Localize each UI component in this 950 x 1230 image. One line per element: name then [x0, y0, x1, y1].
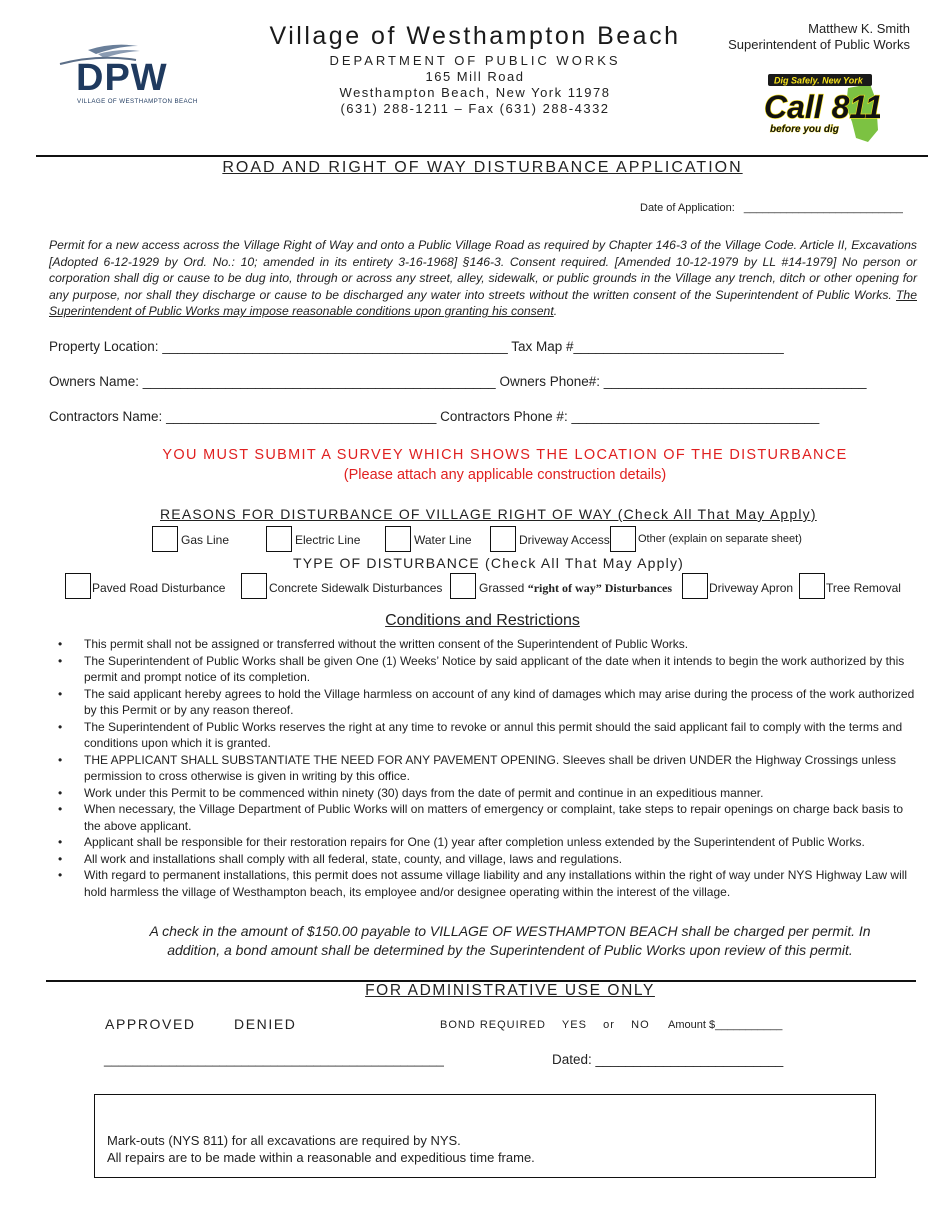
call-811-logo — [760, 70, 880, 144]
signature-field[interactable]: _______________________________________________ — [104, 1052, 444, 1067]
type-heading: TYPE OF DISTURBANCE (Check All That May Apply) — [293, 555, 685, 571]
condition-item: • The Superintendent of Public Works shall be given One (1) Weeks’ Notice by said applicant of the date when it intends to begin the work authorized by this permit and prompt notice of its completion. — [52, 653, 920, 686]
condition-item: • The said applicant hereby agrees to hold the Village harmless on account of any kind of damages which may arise during the process of the work authorized by this Permit or by any reason thereof. — [52, 686, 920, 719]
contractors-phone-field[interactable]: _________________________________ — [571, 409, 820, 424]
checkbox-gas-line[interactable] — [152, 526, 178, 552]
address-city: Westhampton Beach, New York 11978 — [339, 85, 611, 100]
checkbox-other[interactable] — [610, 526, 636, 552]
property-location-label: Property Location: — [49, 339, 159, 354]
owners-phone-label: Owners Phone#: — [499, 374, 601, 389]
permit-intro-paragraph — [49, 237, 917, 320]
property-location-row — [49, 339, 784, 354]
property-location-field[interactable]: ______________________________________________ — [162, 339, 508, 354]
header-divider — [36, 155, 928, 157]
call811-main-text: Call 811 — [764, 89, 880, 125]
conditions-heading: Conditions and Restrictions — [385, 612, 580, 629]
address-street: 165 Mill Road — [425, 69, 525, 84]
checkbox-driveway-apron[interactable] — [682, 573, 708, 599]
contractors-phone-label: Contractors Phone #: — [440, 409, 568, 424]
note-line-2: All repairs are to be made within a reasonable and expeditious time frame. — [107, 1150, 535, 1165]
intro-text: Permit for a new access across the Village Right of Way and onto a Public Village Road as required by Chapter 146-3 of the Village Code. Article II, Excavations [Adopted 6-12-1929 by Ord. No.: 10; amended in its entirety 3-16-1968] §146-3. Consent required. [Amended 10-12-1979 by LL #14-1979] No person or corporation shall dig or cause to be dug into, through or across any street, alley, sidewalk, or public grounds in the Village any trench, ditch or other opening for any purpose, nor shall they discharge or cause to be discharged any water into streets without the written consent of the Superintendent of Public Works. — [49, 238, 917, 302]
type-label-tree-removal: Tree Removal — [826, 581, 901, 595]
call811-top-text: Dig Safely. New York — [774, 75, 863, 86]
checkbox-concrete-sidewalk[interactable] — [241, 573, 267, 599]
owners-name-label: Owners Name: — [49, 374, 140, 389]
survey-notice: YOU MUST SUBMIT A SURVEY WHICH SHOWS THE LOCATION OF THE DISTURBANCE — [162, 447, 848, 463]
checkbox-tree-removal[interactable] — [799, 573, 825, 599]
phone-fax: (631) 288-1211 – Fax (631) 288-4332 — [340, 101, 610, 116]
amount-field[interactable]: ___________ — [715, 1019, 783, 1031]
approved-option[interactable]: APPROVED — [105, 1016, 196, 1032]
type-label-driveway-apron: Driveway Apron — [709, 581, 794, 595]
superintendent-title: Superintendent of Public Works — [728, 37, 910, 52]
type-label-right-of-way: “right of way” Disturbances — [527, 581, 673, 595]
type-label-grassed-row — [479, 581, 672, 596]
dpw-logo — [58, 40, 208, 106]
condition-item: • All work and installations shall comply with all federal, state, county, and village, laws and regulations. — [52, 851, 920, 868]
date-label: Date of Application: — [640, 202, 735, 214]
dated-field[interactable]: _________________________ — [595, 1052, 784, 1067]
village-title: Village of Westhampton Beach — [269, 22, 681, 50]
condition-item: • When necessary, the Village Department of Public Works will on matters of emergency or complaint, take steps to repair openings on charge back basis to the above applicant. — [52, 801, 920, 834]
contractors-row — [49, 409, 819, 424]
owners-name-field[interactable]: _______________________________________________ — [142, 374, 496, 389]
checkbox-paved-road[interactable] — [65, 573, 91, 599]
type-label-concrete-sidewalk: Concrete Sidewalk Disturbances — [269, 581, 443, 595]
reasons-heading: REASONS FOR DISTURBANCE OF VILLAGE RIGHT OF WAY (Check All That May Apply) — [160, 506, 817, 522]
type-label-grassed: Grassed — [479, 581, 525, 595]
fee-line-1: A check in the amount of $150.00 payable to VILLAGE OF WESTHAMPTON BEACH shall be charged per permit. In — [149, 923, 871, 939]
reason-label-gas-line: Gas Line — [181, 533, 230, 547]
condition-item: • The Superintendent of Public Works reserves the right at any time to revoke or annul this permit should the said applicant fail to comply with the terms and conditions upon which it is granted. — [52, 719, 920, 752]
intro-underlined-text: The Superintendent of Public Works may impose reasonable conditions upon granting his consent — [49, 287, 917, 319]
checkbox-grassed-row[interactable] — [450, 573, 476, 599]
reason-label-water-line: Water Line — [414, 533, 472, 547]
owners-row — [49, 374, 867, 389]
condition-item: • This permit shall not be assigned or transferred without the written consent of the Superintendent of Public Works. — [52, 636, 920, 653]
bond-required-text: BOND REQUIRED YES or NO — [440, 1019, 650, 1031]
tax-map-field[interactable]: ____________________________ — [573, 339, 784, 354]
condition-item: • With regard to permanent installations, this permit does not assume village liability and any installations within the right of way under NYS Highway Law will hold harmless the village of Westhampton beach, its employee and/or designee operating within the interest of the village. — [52, 867, 920, 900]
reason-label-driveway-access: Driveway Access — [519, 533, 610, 547]
admin-heading: FOR ADMINISTRATIVE USE ONLY — [365, 982, 655, 999]
amount-row — [668, 1019, 782, 1031]
owners-phone-field[interactable]: ___________________________________ — [603, 374, 867, 389]
checkbox-electric-line[interactable] — [266, 526, 292, 552]
logo-subtext: VILLAGE OF WESTHAMPTON BEACH — [77, 98, 198, 105]
tax-map-label: Tax Map # — [511, 339, 574, 354]
superintendent-name: Matthew K. Smith — [808, 21, 910, 36]
amount-label: Amount $ — [668, 1019, 716, 1031]
date-of-application — [640, 202, 903, 214]
dated-label: Dated: — [552, 1052, 592, 1067]
denied-option[interactable]: DENIED — [234, 1016, 297, 1032]
reason-label-electric-line: Electric Line — [295, 533, 361, 547]
dated-row — [552, 1052, 783, 1067]
conditions-list — [52, 636, 920, 900]
fee-line-2: addition, a bond amount shall be determined by the Superintendent of Public Works upon review of this permit. — [167, 942, 853, 958]
checkbox-driveway-access[interactable] — [490, 526, 516, 552]
fee-statement — [110, 922, 910, 960]
attach-notice: (Please attach any applicable construction details) — [343, 467, 667, 483]
contractors-name-label: Contractors Name: — [49, 409, 163, 424]
form-title: ROAD AND RIGHT OF WAY DISTURBANCE APPLICATION — [222, 159, 743, 176]
checkbox-water-line[interactable] — [385, 526, 411, 552]
date-field[interactable]: __________________________ — [743, 202, 903, 214]
condition-item: • Work under this Permit to be commenced within ninety (30) days from the date of permit and continue in an expeditious manner. — [52, 785, 920, 802]
type-label-paved-road: Paved Road Disturbance — [92, 581, 226, 595]
condition-item: • Applicant shall be responsible for their restoration repairs for One (1) year after completion unless extended by the Superintendent of Public Works. — [52, 834, 920, 851]
reason-label-other: Other (explain on separate sheet) — [638, 533, 802, 545]
call811-bottom-text: before you dig — [770, 124, 839, 135]
department-name: DEPARTMENT OF PUBLIC WORKS — [329, 53, 621, 68]
contractors-name-field[interactable]: ____________________________________ — [166, 409, 437, 424]
intro-end: . — [553, 304, 558, 319]
condition-item: • THE APPLICANT SHALL SUBSTANTIATE THE NEED FOR ANY PAVEMENT OPENING. Sleeves shall be driven UNDER the Highway Crossings unless permission to cross otherwise is given in writing by this office. — [52, 752, 920, 785]
note-line-1: Mark-outs (NYS 811) for all excavations are required by NYS. — [107, 1133, 461, 1148]
logo-text: DPW — [76, 57, 168, 99]
